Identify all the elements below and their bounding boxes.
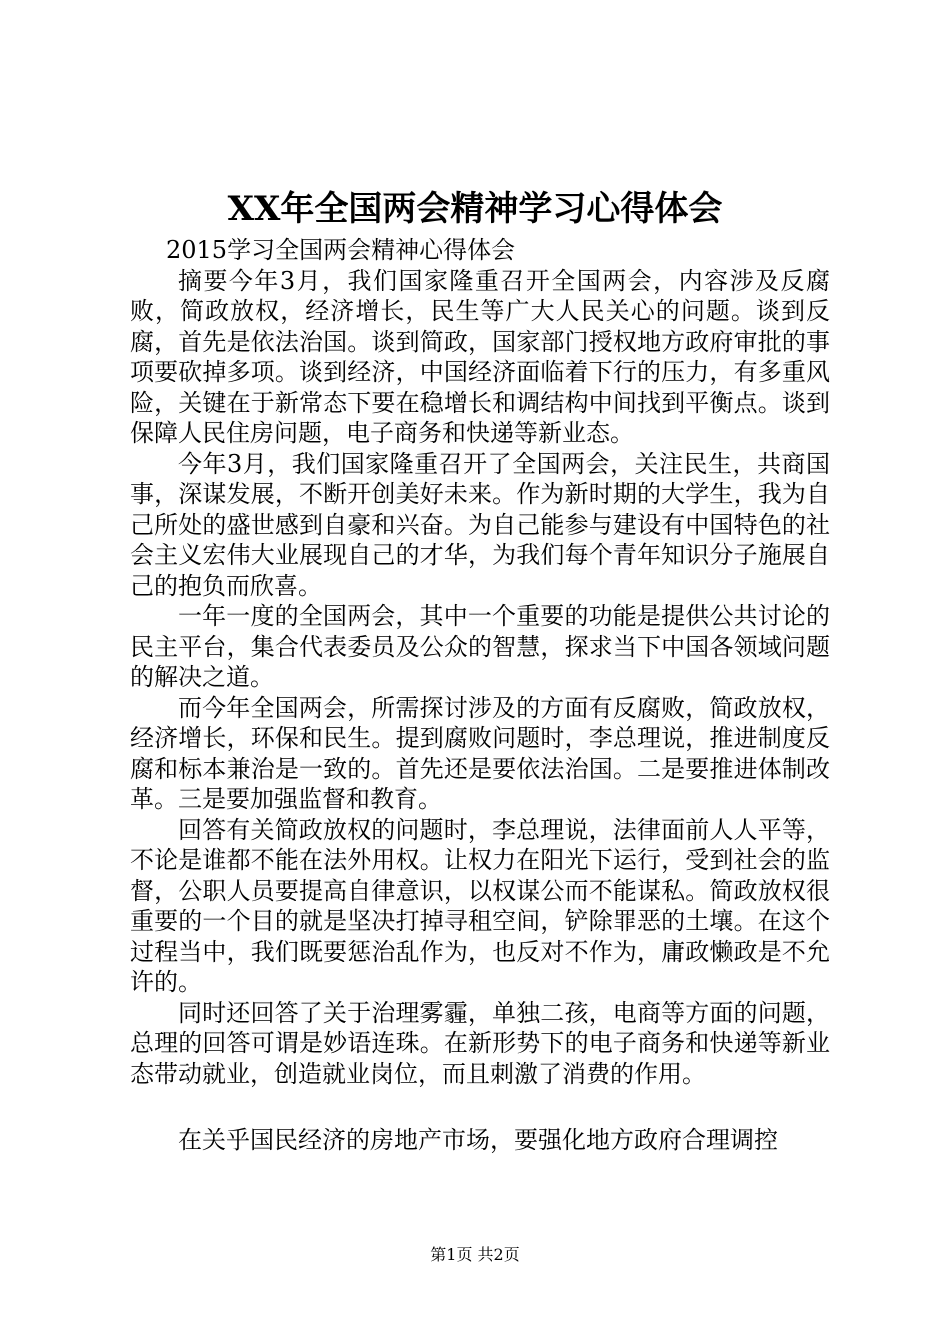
paragraph-1: 摘要今年3月，我们国家隆重召开全国两会，内容涉及反腐败，简政放权，经济增长，民生等广大人民关心的问题。谈到反腐，首先是依法治国。谈到简政，国家部门授权地方政府审批的事项要砍掉多项。谈到经济，中国经济面临着下行的压力，有多重风险，关键在于新常态下要在稳增长和调结构中间找到平衡点。谈到保障人民住房问题，电子商务和快递等新业态。 bbox=[130, 266, 830, 447]
paragraph-5: 回答有关简政放权的问题时，李总理说，法律面前人人平等，不论是谁都不能在法外用权。让权力在阳光下运行，受到社会的监督，公职人员要提高自律意识，以权谋公而不能谋私。简政放权很重要的一个目的就是坚决打掉寻租空间，铲除罪恶的土壤。在这个过程当中，我们既要惩治乱作为，也反对不作为，庸政懒政是不允许的。 bbox=[130, 815, 830, 996]
document-body bbox=[130, 235, 830, 1156]
page-indicator: 第1页 共2页 bbox=[430, 1245, 520, 1264]
paragraph-4: 而今年全国两会，所需探讨涉及的方面有反腐败，简政放权，经济增长，环保和民生。提到腐败问题时，李总理说，推进制度反腐和标本兼治是一致的。首先还是要依法治国。二是要推进体制改革。三是要加强监督和教育。 bbox=[130, 693, 830, 813]
paragraph-7: 在关乎国民经济的房地产市场，要强化地方政府合理调控 bbox=[178, 1126, 778, 1154]
document-subtitle: 2015学习全国两会精神心得体会 bbox=[166, 236, 516, 264]
paragraph-3: 一年一度的全国两会，其中一个重要的功能是提供公共讨论的民主平台，集合代表委员及公众的智慧，探求当下中国各领域问题的解决之道。 bbox=[130, 602, 830, 691]
paragraph-6: 同时还回答了关于治理雾霾，单独二孩，电商等方面的问题，总理的回答可谓是妙语连珠。在新形势下的电子商务和快递等新业态带动就业，创造就业岗位，而且刺激了消费的作用。 bbox=[130, 998, 830, 1088]
document-title: XX年全国两会精神学习心得体会 bbox=[227, 189, 723, 229]
paragraph-2: 今年3月，我们国家隆重召开了全国两会，关注民生，共商国事，深谋发展，不断开创美好未来。作为新时期的大学生，我为自己所处的盛世感到自豪和兴奋。为自己能参与建设有中国特色的社会主义宏伟大业展现自己的才华，为我们每个青年知识分子施展自己的抱负而欣喜。 bbox=[130, 449, 830, 600]
